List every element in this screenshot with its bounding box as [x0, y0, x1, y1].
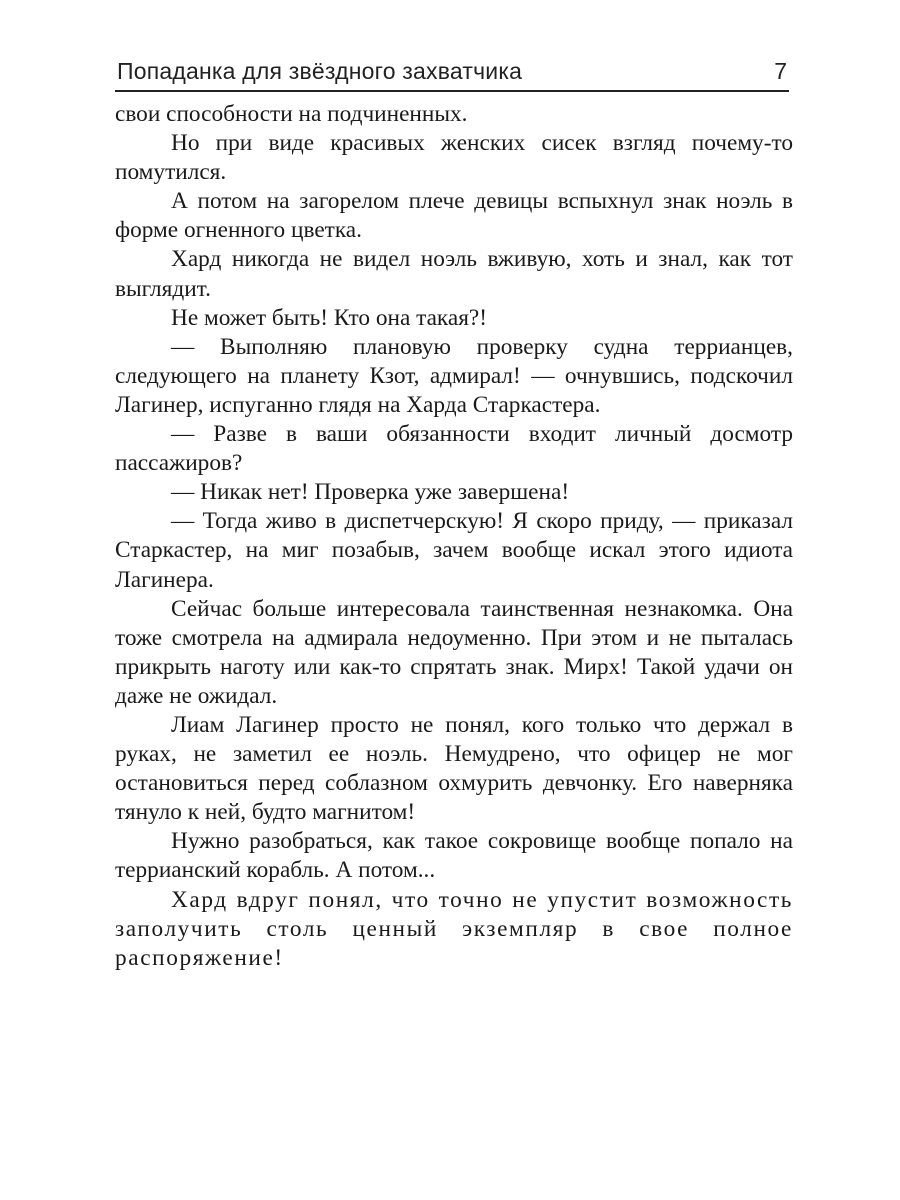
paragraph: Не может быть! Кто она такая?! [171, 304, 488, 331]
running-header [115, 56, 789, 92]
paragraph: А потом на загорелом плече девицы вспыхнул знак ноэль в форме огненного цветка. [115, 188, 793, 244]
paragraph: Хард вдруг понял, что точно не упустит возможность заполучить столь ценный экземпляр в свое полное распоряжение! [115, 886, 793, 971]
page-body [115, 100, 793, 973]
paragraph: Хард никогда не видел ноэль вживую, хоть и знал, как тот выглядит. [115, 246, 793, 302]
paragraph: Лиам Лагинер просто не понял, кого только что держал в руках, не заметил ее ноэль. Немудрено, что офицер не мог остановиться перед соблазном охмурить девчонку. Его наверняка тянуло к ней, будто магнитом! [115, 711, 793, 826]
paragraph: Нужно разобраться, как такое сокровище вообще попало на террианский корабль. А потом... [115, 828, 793, 884]
paragraph: Но при виде красивых женских сисек взгляд почему-то помутился. [115, 130, 793, 186]
page-number: 7 [774, 58, 787, 84]
book-title: Попаданка для звёздного захватчика [117, 58, 523, 84]
paragraph: свои способности на подчиненных. [115, 101, 468, 127]
paragraph: — Разве в ваши обязанности входит личный досмотр пассажиров? [115, 421, 793, 477]
paragraph: Сейчас больше интересовала таинственная незнакомка. Она тоже смотрела на адмирала недоуменно. При этом и не пыталась прикрыть наготу или как-то спрятать знак. Мирх! Такой удачи он даже не ожидал. [115, 595, 793, 709]
paragraph: — Тогда живо в диспетчерскую! Я скоро приду, — приказал Старкастер, на миг позабыв, зачем вообще искал этого идиота Лагинера. [115, 508, 793, 593]
paragraph: — Никак нет! Проверка уже завершена! [171, 479, 570, 506]
paragraph: — Выполняю плановую проверку судна террианцев, следующего на планету Кзот, адмирал! — очнувшись, подскочил Лагинер, испуганно глядя на Харда Старкастера. [115, 333, 793, 418]
